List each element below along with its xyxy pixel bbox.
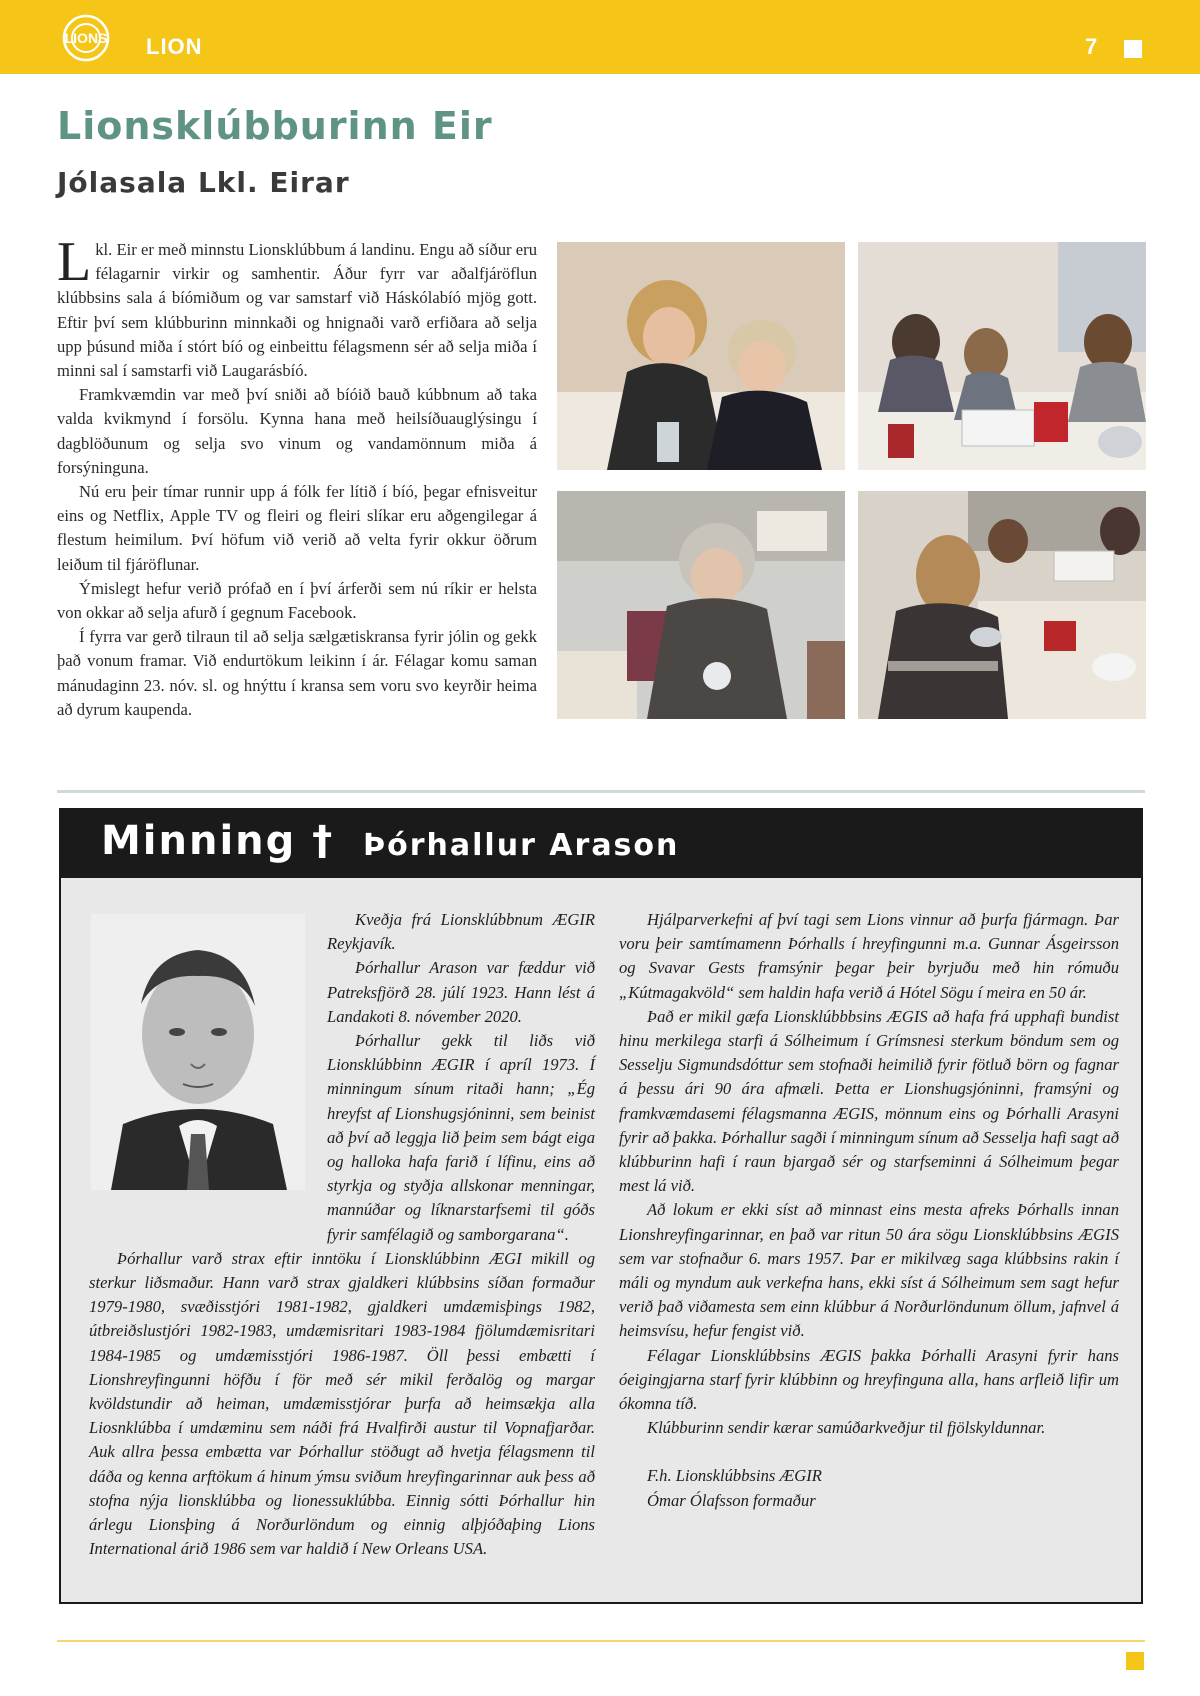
section-divider — [57, 790, 1145, 793]
article-paragraph: Nú eru þeir tímar runnir upp á fólk fer lítið í bíó, þegar efnisveitur eins og Netflix, Apple TV og fleiri og fleiri slíkar eru aðgengilegar á flestum heimilum. Því höfum við verið að velta fyrir okkur öðrum leiðum til fjáröflunar. — [57, 482, 537, 574]
page-marker — [1124, 40, 1142, 58]
publication-name: LION — [146, 34, 203, 59]
photo-table-crafting — [858, 242, 1146, 470]
memorial-heading: Minning † — [101, 818, 335, 864]
article-title: Lionsklúbburinn Eir — [57, 104, 493, 148]
memorial-paragraph: Að lokum er ekki síst að minnast eins mesta afreks Þórhalls innan Lionshreyfingarinnar, en það var ritun 50 ára sögu Lionsklúbbsins ÆGIS sem var stofnaður 6. mars 1957. Þar er mikilvæg saga klúbbsins rakin í máli og myndum auk verkefna hans, ekki síst á Sólheimum sem sagt hefur verið það viðamesta sem einn klúbbur á Norðurlöndunum öllum, jafnvel á heimsvísu, hefur fengist við. — [619, 1200, 1119, 1341]
memorial-paragraph: Þórhallur varð strax eftir inntöku í Lionsklúbbinn ÆGI mikill og sterkur liðsmaður. Hann varð strax gjaldkeri klúbbsins síðan formaður 1979-1980, svæðisstjóri 1981-1982, gjaldkeri umdæmisþings 1982, útbreiðslustjóri 1982-1983, umdæmisritari 1983-1984 fjölumdæmisritari 1984-1985 og umdæmisstjóri 1986-1987. Öll þessi embætti í Lionshreyfingunni höfðu í för með sér mikil ferðalög og margar kvöldstundir að heiman, umdæmisstjórar þurfa að heimsækja alla Liosnklúbba í umdæminu sem náði frá Hvalfirði austur til Vopnafjarðar. Auk allra þessa embætta var Þórhallur stöðugt að hvetja félagsmenn til dáða og kenna arftökum á hinum ýmsu sviðum hreyfingarinnar auk þess að stofna nýja lionsklúbba og lionessuklúbba. Einnig sótti Þórhallur hin árlegu Lionsþing á Norðurlöndum og einnig alþjóðaþing Lions International árið 1986 sem var haldið í New Orleans USA. — [89, 1248, 595, 1559]
memorial-paragraph: Kveðja frá Lionsklúbbnum ÆGIR Reykjavík. — [327, 910, 595, 954]
memorial-paragraph: Félagar Lionsklúbbsins ÆGIS þakka Þórhalli Arasyni fyrir hans óeigingjarna starf fyrir klúbbinn og hreyfinguna alla, hans arfleið lifir um ókomna tíð. — [619, 1345, 1119, 1414]
photo-two-women-working — [557, 242, 845, 470]
memorial-box — [59, 808, 1143, 1604]
photo-woman-knotting — [557, 491, 845, 719]
article-paragraph: Framkvæmdin var með því sniði að bíóið bauð kúbbnum að taka valda kvikmynd í forsölu. Kynna hana með heilsíðuauglýsingu í dagblöðunum og selja svo vinum og vandamönnum miða á forsýninguna. — [57, 385, 537, 477]
article-paragraph: Lkl. Eir er með minnstu Lionsklúbbum á landinu. Engu að síður eru félagarnir virkir og samhentir. Áður fyrr var aðalfjáröflun klúbbsins sala á bíómiðum og var samstarf við Háskólabíó mjög gott. Eftir því sem klúbburinn minnkaði og hnignaði varð erfiðara að selja upp þúsund miða í stórt bíó og einbeittu félagsmenn sér að selja miða í minni sal í samstarfi við Laugarásbíó. — [57, 231, 537, 381]
memorial-paragraph: Hjálparverkefni af því tagi sem Lions vinnur að þurfa fjármagn. Þar voru þeir samtímamenn Þórhalls í hreyfingunni m.a. Gunnar Ásgeirsson og Svavar Gests framsýnir þegar þeir byrjuðu með hin rómuðu „Kútmagakvöld“ sem haldin hafa verið á Hótel Sögu í meira en 50 ár. — [619, 910, 1119, 1002]
drop-cap: L — [57, 231, 92, 293]
memorial-paragraph: Það er mikil gæfa Lionsklúbbbsins ÆGIS að hafa frá upphafi bundist hinu merkilega starfi á Sólheimum í Grímsnesi sterkum böndum sem og Sesselju Sigmundsdóttur sem stofnaði heimilið fyrir fötluð börn og fagnar á þessu ári 90 ára afmæli. Þetta er Lionshugsjóninni, framsýni og framkvæmdasemi félagsmanna ÆGIS, mönnum eins og Þórhalli Arasyni fyrir að þakka. Þórhallur sagði í minningum sínum að Sesselja hafi sagt að klúbburinn hafi í raun bjargað sér og starfseminni á Sólheimum þegar mest lá við. — [619, 1006, 1119, 1196]
article-paragraph: Í fyrra var gerð tilraun til að selja sælgætiskransa fyrir jólin og gekk það vonum framar. Við endurtökum leikinn í ár. Félagar komu saman mánudaginn 23. nóv. sl. og hnýttu í kransa sem voru svo keyrðir heima að dyrum kaupenda. — [57, 627, 537, 719]
footer-divider — [57, 1640, 1145, 1642]
photo-group-at-table — [858, 491, 1146, 719]
memorial-paragraph: Þórhallur gekk til liðs við Lionsklúbbinn ÆGIR í apríl 1973. Í minningum sínum ritaði hann; „Ég hreyfst af Lionshugsjóninni, sem beinist að því að leggja lið þeim sem bágt eiga og halloka hafa farið í lífinu, eins að styrkja og styðja allskonar menningar, mannúðar og líknarstarfsemi til góðs fyrir samfélagið og samborgarana“. — [327, 1031, 595, 1244]
memorial-column-left — [89, 908, 595, 1561]
article-paragraph: Ýmislegt hefur verið prófað en í því árferði sem nú ríkir er helsta von okkar að selja afurð í gegnum Facebook. — [57, 578, 537, 623]
footer-marker — [1126, 1652, 1144, 1670]
header-band — [0, 0, 1200, 74]
memorial-paragraph: Klúbburinn sendir kærar samúðarkveðjur til fjölskyldunnar. — [647, 1418, 1046, 1438]
memorial-paragraph: Þórhallur Arason var fæddur við Patreksfjörð 28. júlí 1923. Hann lést á Landakoti 8. nóvember 2020. — [327, 958, 595, 1026]
lions-logo-icon — [62, 14, 110, 62]
signature-line: Ómar Ólafsson formaður — [647, 1490, 816, 1510]
logo-letter: LIONS — [64, 30, 108, 46]
memorial-name: Þórhallur Arason — [363, 828, 680, 863]
page-number: 7 — [1085, 34, 1098, 59]
article-subtitle: Jólasala Lkl. Eirar — [57, 166, 350, 199]
memorial-column-right — [619, 908, 1119, 1513]
memorial-header — [61, 810, 1141, 878]
signature-line: F.h. Lionsklúbbsins ÆGIR — [647, 1466, 822, 1486]
article-body — [57, 231, 537, 722]
